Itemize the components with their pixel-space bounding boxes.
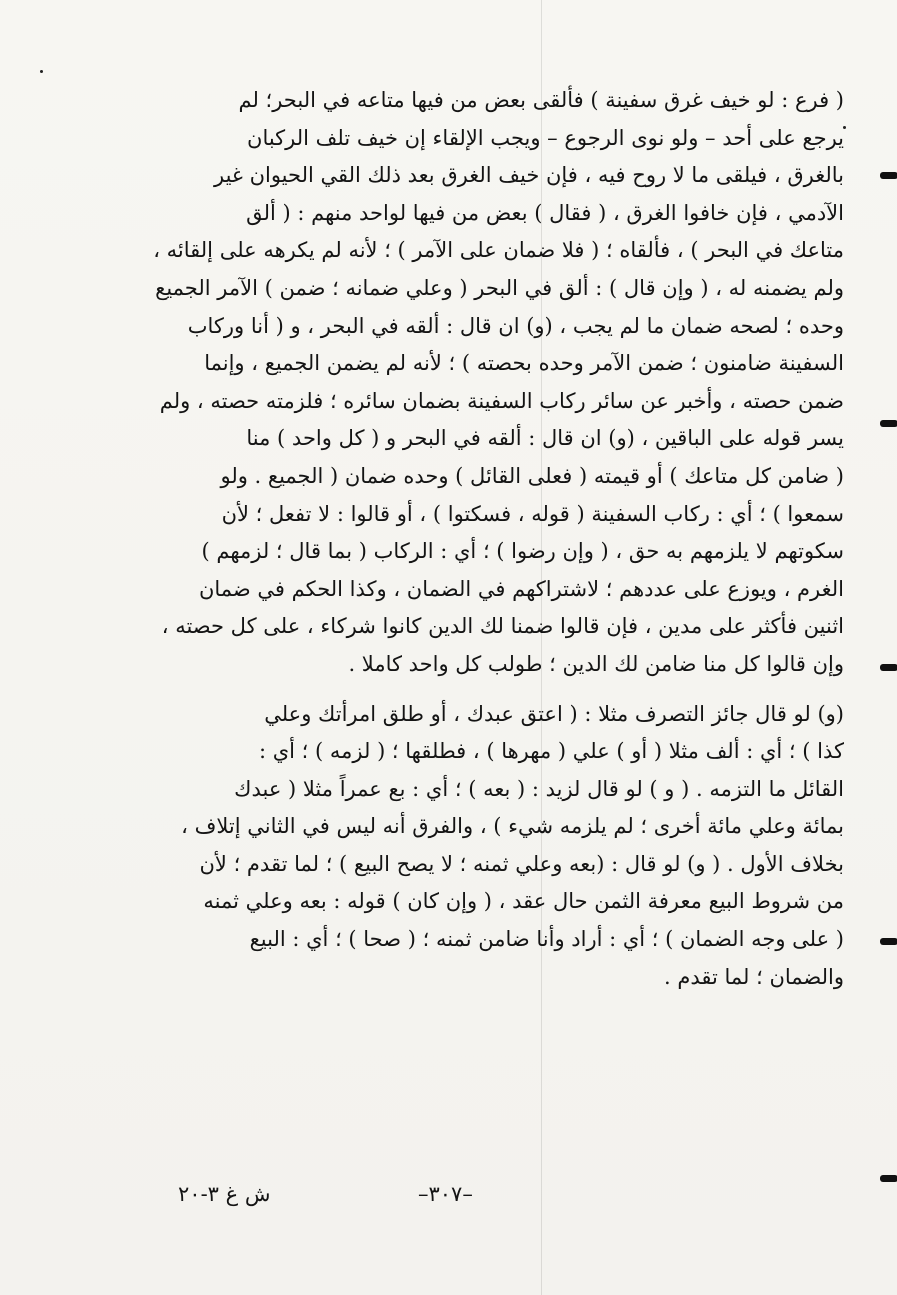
text-line: الآدمي ، فإن خافوا الغرق ، ( فقال ) بعض من فيها لواحد منهم : ( ألق <box>246 200 844 225</box>
text-line: يسر قوله على الباقين ، (و) ان قال : ألقه في البحر و ( كل واحد ) منا <box>246 426 844 451</box>
text-line: الغرم ، ويوزع على عددهم ؛ لاشتراكهم في الضمان ، وكذا الحكم في ضمان <box>198 576 844 601</box>
text-line: ولم يضمنه له ، ( وإن قال ) : ألق في البحر ( وعلي ضمانه ؛ ضمن ) الآمر الجميع <box>155 275 844 300</box>
edge-mark <box>880 938 897 945</box>
text-line: اثنين فأكثر على مدين ، فإن قالوا ضمنا لك الدين كانوا شركاء ، على كل حصته ، <box>161 614 844 639</box>
text-line: ضمن حصته ، وأخبر عن سائر ركاب السفينة بضمان سائره ؛ فلزمته حصته ، ولم <box>159 388 844 413</box>
text-line: السفينة ضامنون ؛ ضمن الآمر وحده بحصته ) ؛ لأنه لم يضمن الجميع ، وإنما <box>204 351 844 376</box>
text-line: بالغرق ، فيلقى ما لا روح فيه ، فإن خيف الغرق بعد ذلك القي الحيوان غير <box>214 163 844 188</box>
text-line: بمائة وعلي مائة أخرى ؛ لم يلزمه شيء ) ، والفرق أنه ليس في الثاني إتلاف ، <box>181 814 844 839</box>
edge-mark <box>880 172 897 179</box>
speck <box>40 70 43 73</box>
text-line: والضمان ؛ لما تقدم . <box>663 964 844 989</box>
text-line: بخلاف الأول . ( و) لو قال : (بعه وعلي ثمنه ؛ لا يصح البيع ) ؛ لما تقدم ؛ لأن <box>199 851 844 876</box>
page-number: –٣٠٧– <box>418 1182 473 1206</box>
text-line: وإن قالوا كل منا ضامن لك الدين ؛ طولب كل واحد كاملا . <box>348 651 844 676</box>
text-line: ( على وجه الضمان ) ؛ أي : أراد وأنا ضامن ثمنه ؛ ( صحا ) ؛ أي : البيع <box>249 927 844 952</box>
paragraph-2 <box>116 696 844 997</box>
text-line: كذا ) ؛ أي : ألف مثلا ( أو ) علي ( مهرها ) ، فطلقها ؛ ( لزمه ) ؛ أي : <box>258 739 844 764</box>
edge-mark <box>880 664 897 671</box>
edge-mark <box>880 1175 897 1182</box>
text-line: وحده ؛ لصحه ضمان ما لم يجب ، (و) ان قال : ألقه في البحر ، و ( أنا وركاب <box>187 313 844 338</box>
text-line: ( فرع : لو خيف غرق سفينة ) فألقى بعض من فيها متاعه في البحر؛ لم <box>238 88 844 112</box>
text-line: من شروط البيع معرفة الثمن حال عقد ، ( وإن كان ) قوله : بعه وعلي ثمنه <box>203 889 844 914</box>
text-line: القائل ما التزمه . ( و ) لو قال لزيد : ( بعه ) ؛ أي : بع عمراً مثلا ( عبدك <box>234 776 844 801</box>
text-line: يرجع على أحد – ولو نوى الرجوع – ويجب الإلقاء إن خيف تلف الركبان <box>247 125 844 150</box>
edge-mark <box>880 420 897 427</box>
text-line: ( ضامن كل متاعك ) أو قيمته ( فعلى القائل ) وحده ضمان ( الجميع . ولو <box>220 463 844 488</box>
text-line: سمعوا ) ؛ أي : ركاب السفينة ( قوله ، فسكتوا ) ، أو قالوا : لا تفعل ؛ لأن <box>221 501 844 526</box>
signature-mark: ش غ ٣-٢٠ <box>178 1182 271 1206</box>
body-text <box>116 82 844 996</box>
paragraph-1 <box>116 82 844 684</box>
text-line: متاعك في البحر ) ، فألقاه ؛ ( فلا ضمان على الآمر ) ؛ لأنه لم يكرهه على إلقائه ، <box>153 238 844 263</box>
page-footer <box>0 1182 897 1212</box>
text-line: سكوتهم لا يلزمهم به حق ، ( وإن رضوا ) ؛ أي : الركاب ( بما قال ؛ لزمهم ) <box>201 539 844 564</box>
text-line: (و) لو قال جائز التصرف مثلا : ( اعتق عبدك ، أو طلق امرأتك وعلي <box>264 701 844 726</box>
